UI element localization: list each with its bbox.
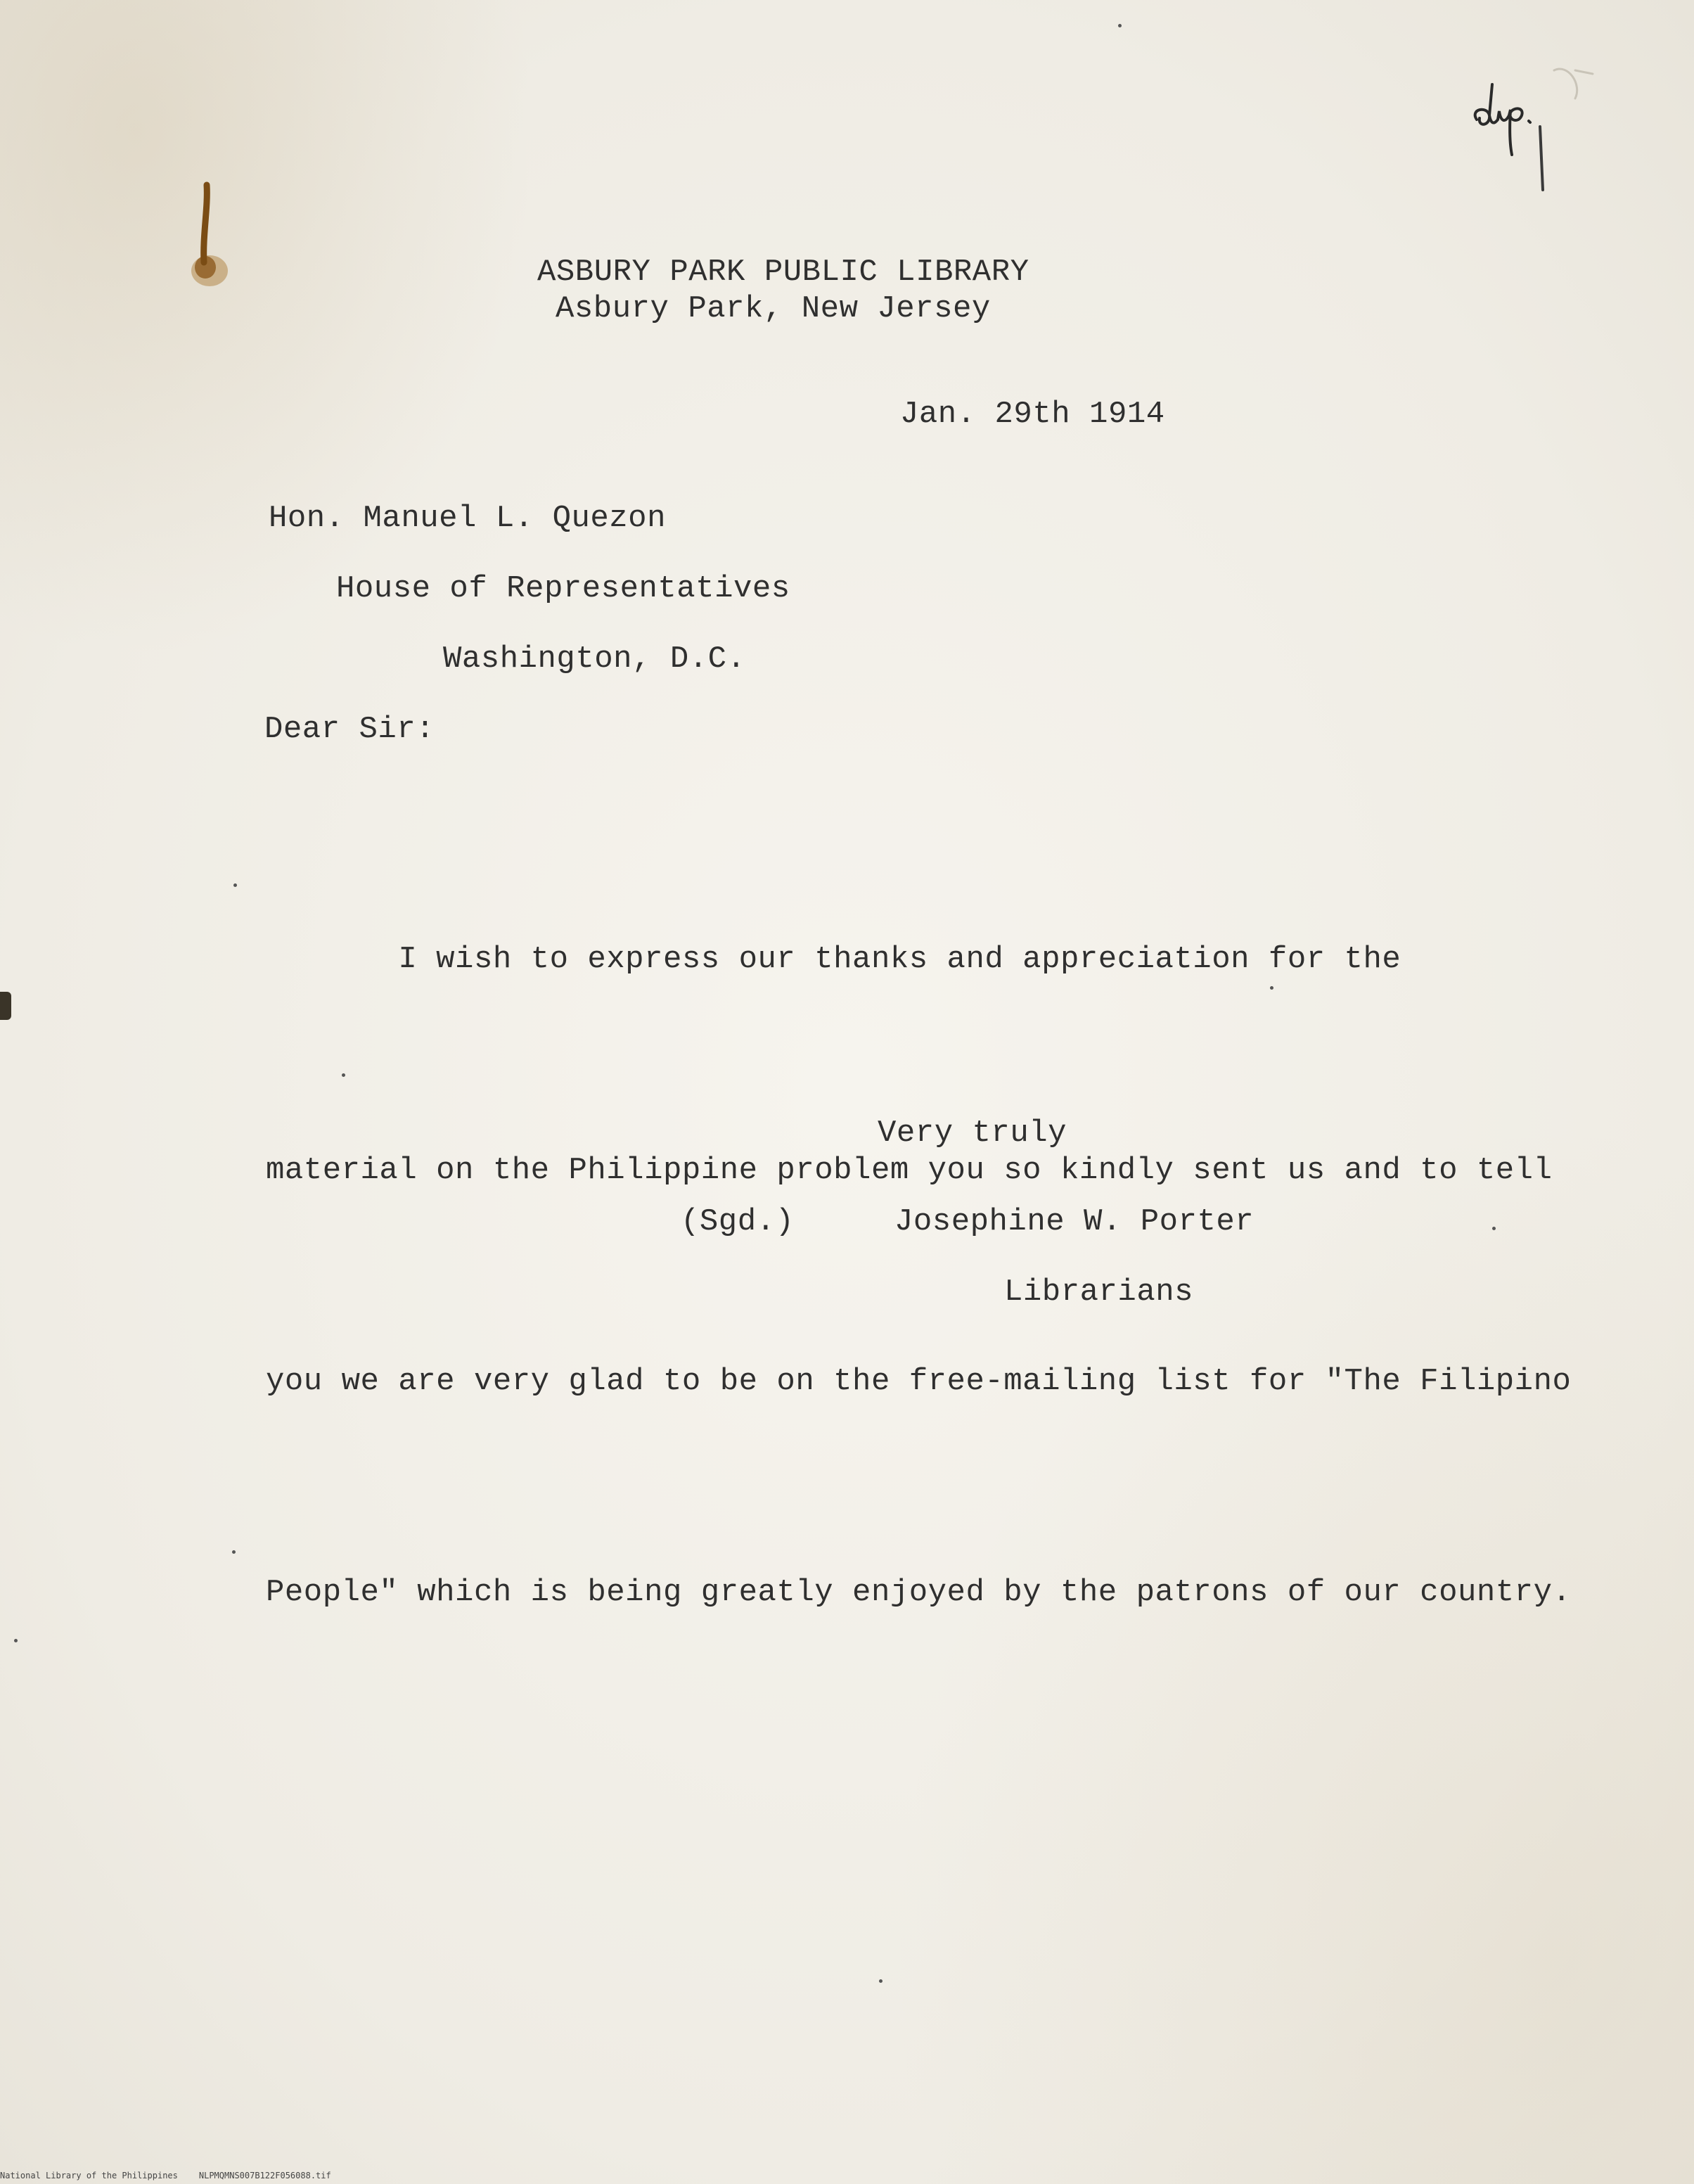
letter-date: Jan. 29th 1914 [900,397,1165,432]
edge-mark [0,992,11,1020]
body-line: you we are very glad to be on the free-mailing list for "The Filipino [266,1364,1572,1399]
letterhead-city: Asbury Park, New Jersey [556,291,991,326]
speck [1492,1227,1496,1230]
signer-title: Librarians [1004,1275,1194,1310]
signed-marker: (Sgd.) [681,1204,795,1239]
letter-body [266,784,1572,1768]
speck [232,1550,236,1554]
speck [342,1073,345,1077]
salutation: Dear Sir: [264,712,435,747]
recipient-name: Hon. Manuel L. Quezon [269,501,666,536]
body-line: People" which is being greatly enjoyed by the patrons of our country. [266,1575,1572,1610]
archive-footer [0,2169,563,2182]
body-line: material on the Philippine problem you so kindly sent us and to tell [266,1153,1553,1188]
stain-mark [176,179,232,299]
signer-name: Josephine W. Porter [894,1204,1255,1239]
speck [1270,986,1273,990]
speck [1118,24,1122,27]
footer-filename: NLPMQMNS007B122F056088.tif [198,2171,331,2180]
body-line: I wish to express our thanks and appreciation for the [266,942,1401,977]
letterhead-name: ASBURY PARK PUBLIC LIBRARY [537,255,1029,290]
footer-institution: National Library of the Philippines [0,2171,178,2180]
recipient-office: House of Representatives [336,571,790,606]
handwritten-dup-note [1470,42,1610,197]
speck [14,1639,18,1642]
speck [879,1979,883,1983]
recipient-city: Washington, D.C. [443,641,746,677]
speck [233,883,237,887]
closing: Very truly [878,1116,1067,1151]
